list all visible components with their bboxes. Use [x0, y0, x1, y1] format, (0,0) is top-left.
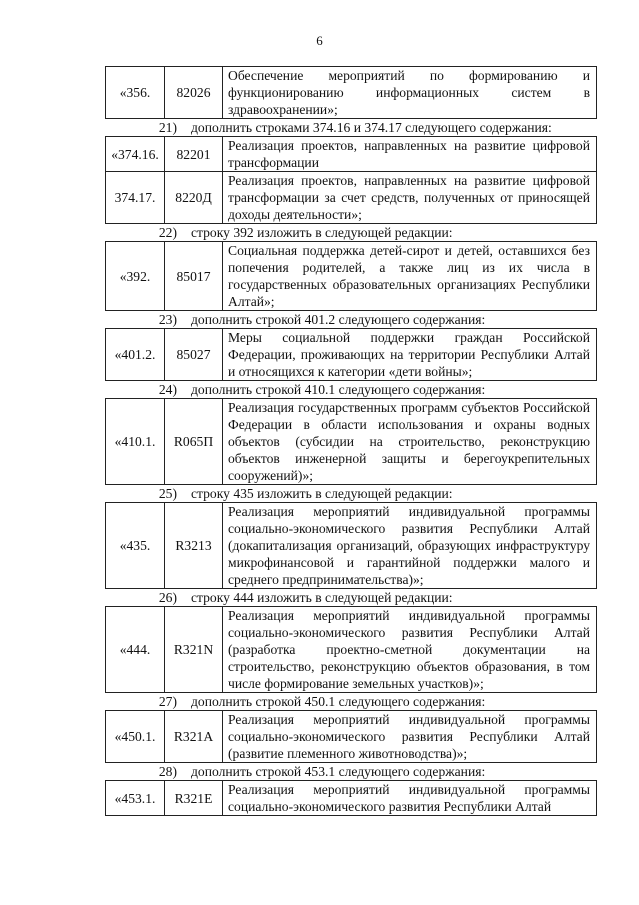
row-description-cell: Реализация мероприятий индивидуальной программы социально-экономического развития Республики Алтай (разработка проектно-сметной документации на строительство, реконструкцию объектов образования, в том числе формирование земельных участков)»;: [223, 607, 597, 693]
amendment-instruction: [105, 224, 597, 241]
amendment-instruction: [105, 589, 597, 606]
instruction-number: 24): [158, 382, 177, 397]
page-number: 6: [316, 33, 323, 48]
row-number-cell: «450.1.: [106, 711, 165, 763]
amendment-instruction: [105, 381, 597, 398]
table-row: [106, 172, 597, 224]
row-code-cell: 85017: [165, 242, 223, 311]
table-row: [106, 137, 597, 172]
row-description-cell: Реализация мероприятий индивидуальной программы социально-экономического развития Республики Алтай: [223, 781, 597, 816]
instruction-number: 28): [158, 764, 177, 779]
table-row: [106, 607, 597, 693]
row-description-cell: Меры социальной поддержки граждан Российской Федерации, проживающих на территории Республики Алтай и относящихся к категории «дети войны»;: [223, 329, 597, 381]
row-description-cell: Реализация проектов, направленных на развитие цифровой трансформации за счет средств, полученных от приносящей доходы деятельности»;: [223, 172, 597, 224]
row-number-cell: 374.17.: [106, 172, 165, 224]
row-code-cell: 85027: [165, 329, 223, 381]
amendment-instruction: [105, 693, 597, 710]
row-description-cell: Обеспечение мероприятий по формированию и функционированию информационных систем в здравоохранении»;: [223, 67, 597, 119]
instruction-number: 27): [158, 694, 177, 709]
table-row: [106, 329, 597, 381]
row-description-cell: Реализация государственных программ субъектов Российской Федерации в области использования и охраны водных объектов (субсидии на строительство, реконструкцию объектов инженерной защиты и берегоукрепительных сооружений)»;: [223, 399, 597, 485]
row-description-cell: Реализация проектов, направленных на развитие цифровой трансформации: [223, 137, 597, 172]
row-code-cell: 82201: [165, 137, 223, 172]
row-number-cell: «374.16.: [106, 137, 165, 172]
row-code-cell: R321A: [165, 711, 223, 763]
row-code-cell: R321N: [165, 607, 223, 693]
budget-lines-table: [105, 780, 597, 816]
instruction-text: дополнить строкой 401.2 следующего содержания:: [191, 312, 486, 327]
row-number-cell: «453.1.: [106, 781, 165, 816]
row-number-cell: «410.1.: [106, 399, 165, 485]
table-row: [106, 399, 597, 485]
row-number-cell: «401.2.: [106, 329, 165, 381]
row-code-cell: 8220Д: [165, 172, 223, 224]
instruction-text: дополнить строкой 410.1 следующего содержания:: [191, 382, 486, 397]
table-row: [106, 711, 597, 763]
row-code-cell: R065П: [165, 399, 223, 485]
document-body: [105, 66, 597, 816]
instruction-text: дополнить строкой 450.1 следующего содержания:: [191, 694, 486, 709]
row-code-cell: 82026: [165, 67, 223, 119]
amendment-instruction: [105, 485, 597, 502]
instruction-text: дополнить строками 374.16 и 374.17 следующего содержания:: [191, 120, 552, 135]
instruction-number: 23): [158, 312, 177, 327]
row-description-cell: Реализация мероприятий индивидуальной программы социально-экономического развития Республики Алтай (докапитализация организаций, образующих инфраструктуру микрофинансовой и гарантийной поддержки малого и среднего предпринимательства)»;: [223, 503, 597, 589]
instruction-text: дополнить строкой 453.1 следующего содержания:: [191, 764, 486, 779]
row-description-cell: Реализация мероприятий индивидуальной программы социально-экономического развития Республики Алтай (развитие племенного животноводства)»;: [223, 711, 597, 763]
instruction-number: 26): [158, 590, 177, 605]
table-row: [106, 67, 597, 119]
budget-lines-table: [105, 66, 597, 119]
table-row: [106, 242, 597, 311]
budget-lines-table: [105, 502, 597, 589]
amendment-instruction: [105, 763, 597, 780]
instruction-text: строку 444 изложить в следующей редакции:: [191, 590, 453, 605]
amendment-instruction: [105, 311, 597, 328]
row-number-cell: «444.: [106, 607, 165, 693]
budget-lines-table: [105, 710, 597, 763]
row-number-cell: «392.: [106, 242, 165, 311]
row-code-cell: R3213: [165, 503, 223, 589]
budget-lines-table: [105, 136, 597, 224]
row-number-cell: «356.: [106, 67, 165, 119]
instruction-number: 22): [158, 225, 177, 240]
budget-lines-table: [105, 328, 597, 381]
budget-lines-table: [105, 606, 597, 693]
row-code-cell: R321E: [165, 781, 223, 816]
budget-lines-table: [105, 241, 597, 311]
amendment-instruction: [105, 119, 597, 136]
row-number-cell: «435.: [106, 503, 165, 589]
table-row: [106, 503, 597, 589]
instruction-number: 25): [158, 486, 177, 501]
instruction-text: строку 435 изложить в следующей редакции:: [191, 486, 453, 501]
instruction-text: строку 392 изложить в следующей редакции:: [191, 225, 453, 240]
table-row: [106, 781, 597, 816]
row-description-cell: Социальная поддержка детей-сирот и детей, оставшихся без попечения родителей, а также лиц из их числа в государственных образовательных организациях Республики Алтай»;: [223, 242, 597, 311]
budget-lines-table: [105, 398, 597, 485]
instruction-number: 21): [158, 120, 177, 135]
